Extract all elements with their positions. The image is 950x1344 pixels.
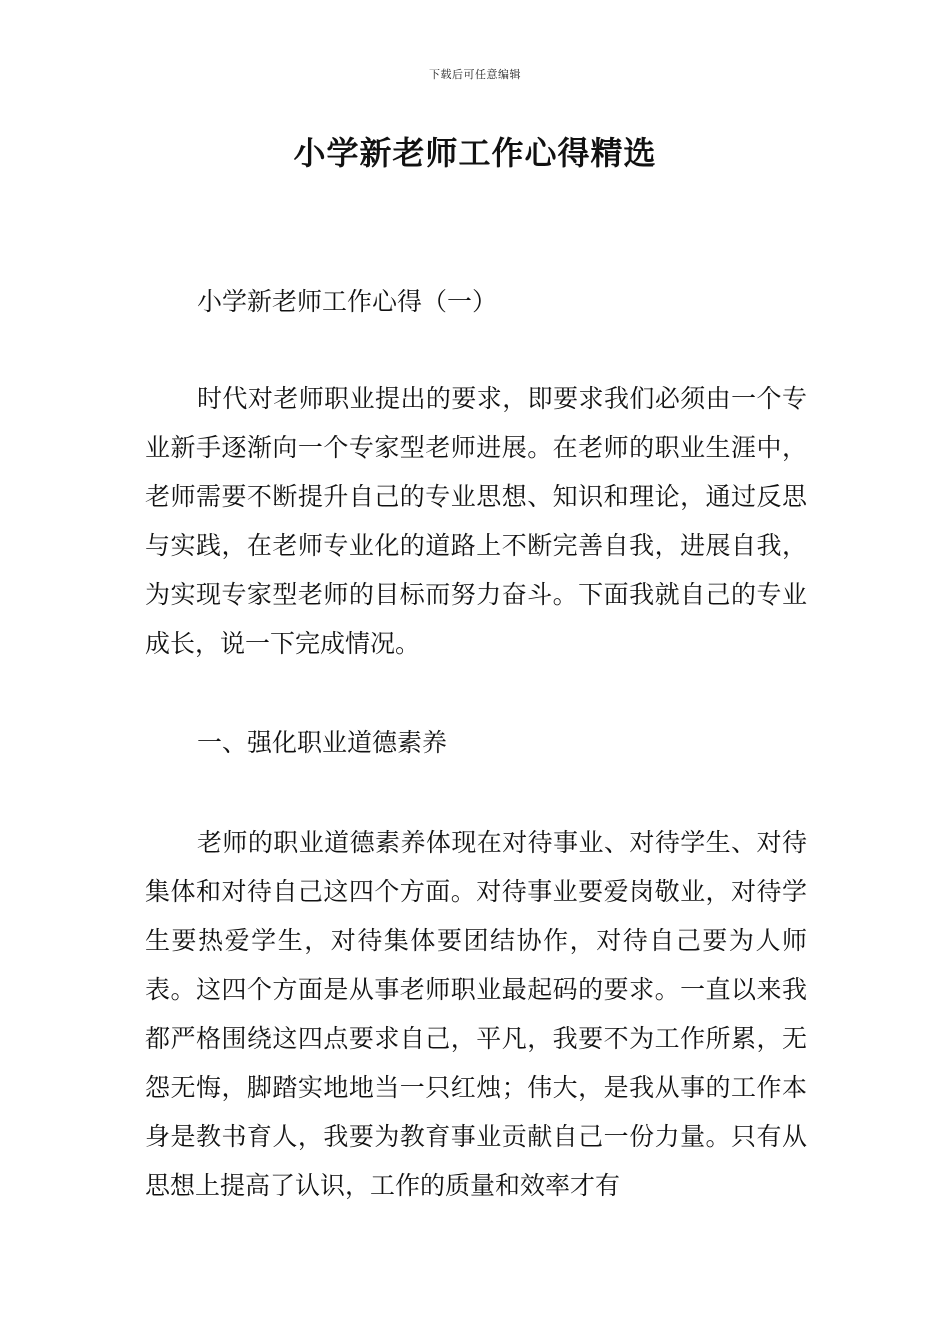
header-note: 下载后可任意编辑: [429, 68, 521, 81]
document-title: 小学新老师工作心得精选: [293, 134, 657, 172]
paragraph-1: 时代对老师职业提出的要求，即要求我们必须由一个专业新手逐渐向一个专家型老师进展。在老师的职业生涯中，老师需要不断提升自己的专业思想、知识和理论，通过反思与实践，在老师专业化的道路上不断完善自我，进展自我，为实现专家型老师的目标而努力奋斗。下面我就自己的专业成长，说一下完成情况。: [145, 384, 807, 658]
section-heading: 小学新老师工作心得（一）: [197, 287, 498, 316]
subheading-1: 一、强化职业道德素养: [197, 728, 448, 757]
paragraph-2: 老师的职业道德素养体现在对待事业、对待学生、对待集体和对待自己这四个方面。对待事业要爱岗敬业，对待学生要热爱学生，对待集体要团结协作，对待自己要为人师表。这四个方面是从事老师职业最起码的要求。一直以来我都严格围绕这四点要求自己，平凡，我要不为工作所累，无怨无悔，脚踏实地地当一只红烛；伟大，是我从事的工作本身是教书育人，我要为教育事业贡献自己一份力量。只有从思想上提高了认识，工作的质量和效率才有: [145, 828, 807, 1200]
